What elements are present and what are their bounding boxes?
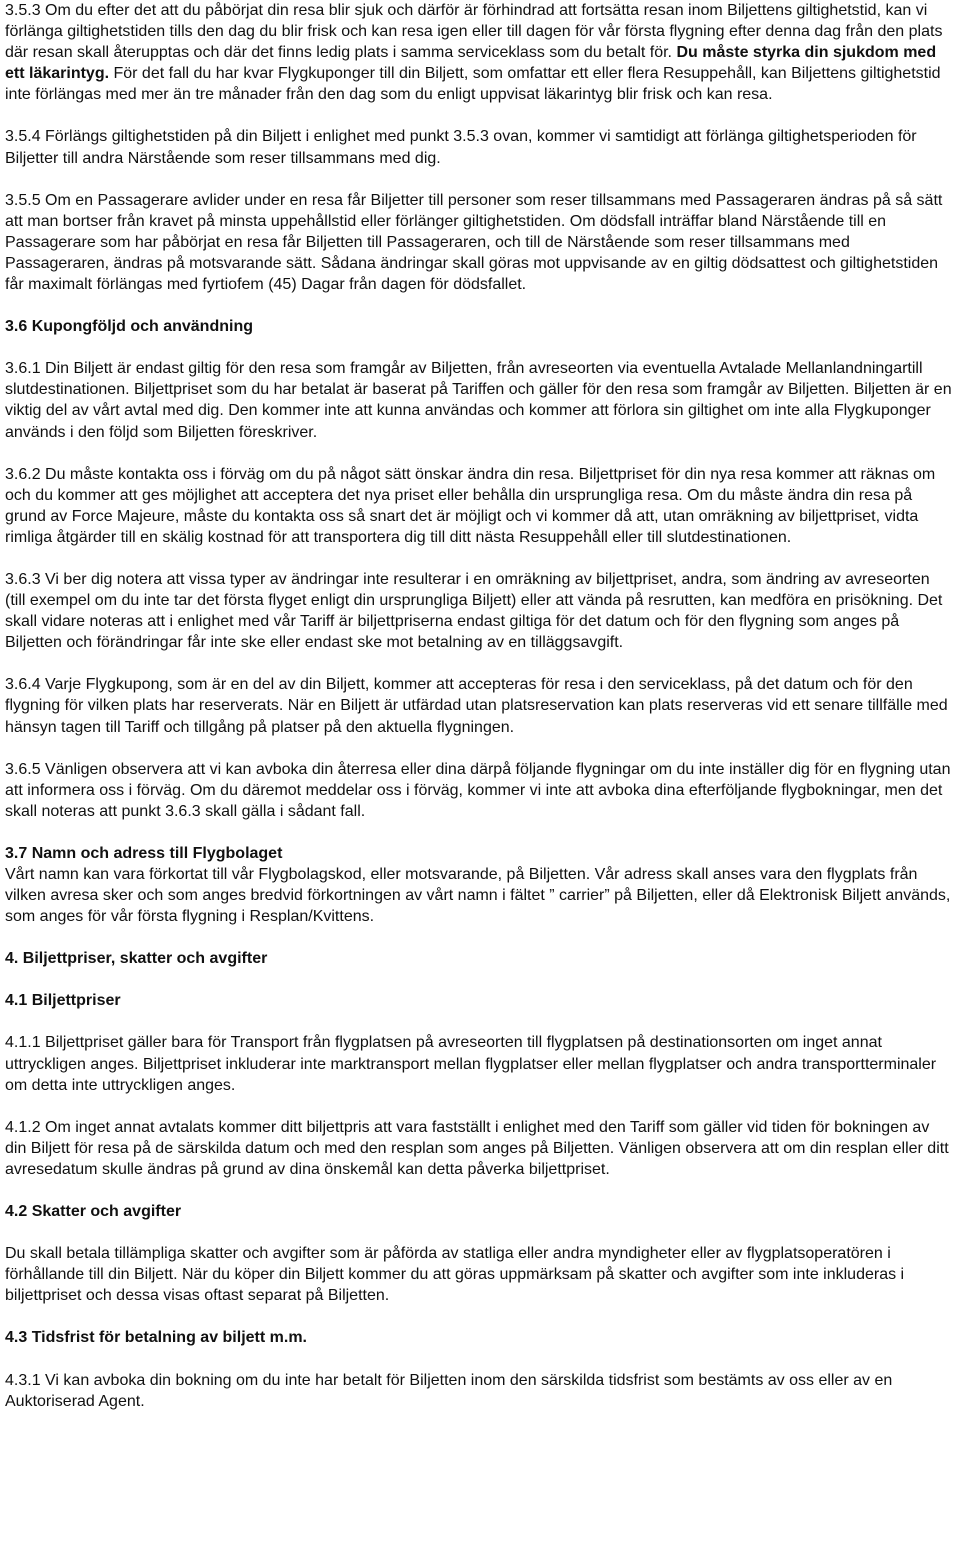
paragraph-3-6-2: 3.6.2 Du måste kontakta oss i förväg om du på något sätt önskar ändra din resa. Biljettpriset för din nya resa kommer att räknas om och du kommer att ges möjlighet att acceptera det nya priset eller behålla din ursprungliga resa. Om du måste ändra din resa på grund av Force Majeure, måste du kontakta oss så snart det är möjligt och vi kommer då att, utan omräkning av biljettpriset, vidta rimliga åtgärder till en skälig kostnad för att transportera dig till ditt nästa Resuppehåll eller till slutdestinationen. <box>5 465 936 546</box>
paragraph-3-5-3-continuation: För det fall du har kvar Flygkuponger till din Biljett, som omfattar ett eller flera Resuppehåll, kan Biljettens giltighetstid inte förlängas med mer än tre månader från den dag som du enligt uppvisat läkarintyg blir frisk och kan resa. <box>5 65 941 104</box>
paragraph-4-2-line-2: förhållande till din Biljett. När du köper din Biljett kommer du att göras uppmärksam på skatter och avgifter som inte inkluderas i biljettpriset och dessa visas oftast separat på Biljetten. <box>5 1266 905 1305</box>
heading-4-2: 4.2 Skatter och avgifter <box>5 1203 182 1221</box>
paragraph-4-1-2: 4.1.2 Om inget annat avtalats kommer ditt biljettpris att vara fastställt i enlighet med den Tariff som gäller vid tiden för bokningen av din Biljett för resa på de särskilda datum och med den resplan som anges på Biljetten. Vänligen observera att om din resplan eller ditt avresedatum skulle ändras på grund av dina önskemål kan detta påverka biljettpriset. <box>5 1118 949 1178</box>
paragraph-4-2 <box>5 1243 952 1306</box>
paragraph-3-6-4: 3.6.4 Varje Flygkupong, som är en del av din Biljett, kommer att accepteras för resa i den serviceklass, på det datum och för den flygning för vilken plats har reserverats. När en Biljett är utfärdad utan platsreservation kan plats reserveras vid ett senare tillfälle med hänsyn tagen till Tariff och tillgång på platser på den aktuella flygningen. <box>5 676 948 736</box>
heading-4-1: 4.1 Biljettpriser <box>5 992 121 1010</box>
paragraph-4-3-1: 4.3.1 Vi kan avboka din bokning om du inte har betalt för Biljetten inom den särskilda tidsfrist som bestämts av oss eller av en Auktoriserad Agent. <box>5 1371 893 1410</box>
heading-3-7: 3.7 Namn och adress till Flygbolaget <box>5 844 283 862</box>
paragraph-3-5-3-bold-sentence: Du måste styrka din sjukdom med ett läkarintyg. <box>5 44 937 83</box>
heading-4-3: 4.3 Tidsfrist för betalning av biljett m.m. <box>5 1329 307 1347</box>
paragraph-4-1-1: 4.1.1 Biljettpriset gäller bara för Transport från flygplatsen på avreseorten till flygplatsen på destinationsorten om inget annat uttryckligen anges. Biljettpriset inkluderar inte marktransport mellan flygplatser eller mellan flygplatser och andra transportterminaler om detta inte uttryckligen anges. <box>5 1034 937 1094</box>
paragraph-3-6-5: 3.6.5 Vänligen observera att vi kan avboka din återresa eller dina därpå följande flygningar om du inte inställer dig för en flygning utan att informera oss i förväg. Om du däremot meddelar oss i förväg, kommer vi inte att avboka dina efterföljande flygbokningar, men det skall noteras att punkt 3.6.3 skall gälla i sådant fall. <box>5 760 951 820</box>
paragraph-3-6-3: 3.6.3 Vi ber dig notera att vissa typer av ändringar inte resulterar i en omräkning av biljettpriset, andra, som ändring av avreseorten (till exempel om du inte tar det första flyget enligt din ursprungliga Biljett) eller att vända på resrutten, kan medföra en prisökning. Det skall vidare noteras att i enlighet med vår Tariff är biljettpriserna endast giltiga för det datum och för den flygning som anges på Biljetten och förändringar får inte ske eller endast ske mot betalning av en tilläggsavgift. <box>5 570 943 652</box>
paragraph-3-5-4: 3.5.4 Förlängs giltighetstiden på din Biljett i enlighet med punkt 3.5.3 ovan, kommer vi samtidigt att förlänga giltighetsperioden för Biljetter till andra Närstående som reser tillsammans med dig. <box>5 128 917 167</box>
heading-3-6: 3.6 Kupongföljd och användning <box>5 318 253 336</box>
paragraph-3-5-5: 3.5.5 Om en Passagerare avlider under en resa får Biljetter till personer som reser tillsammans med Passageraren ändras på så sätt att man bortser från kravet på minsta uppehållstid eller förlänger giltighetstiden. Om dödsfall inträffar bland Närstående till en Passagerare som har påbörjat en resa får Biljetten till Passageraren, och till de Närstående som reser tillsammans med Passageraren, ändras på motsvarande sätt. Sådana ändringar skall göras mot uppvisande av en giltig dödsattest och giltighetstiden får maximalt förlängas med fyrtiofem (45) Dagar från dagen för dödsfallet. <box>5 191 943 294</box>
heading-4: 4. Biljettpriser, skatter och avgifter <box>5 950 268 968</box>
paragraph-3-5-3-text: 3.5.3 Om du efter det att du påbörjat din resa blir sjuk och därför är förhindrad att fortsätta resan inom Biljettens giltighetstid, kan vi förlänga giltighetstiden tills den dag du blir frisk och kan resa igen eller till dagen för vår första flygning efter denna dag från den plats där resan skall återupptas och där det finns ledig plats i samma serviceklass som du betalt för. <box>5 2 943 62</box>
paragraph-4-2-line-1: Du skall betala tillämpliga skatter och avgifter som är påförda av statliga eller andra myndigheter eller av flygplatsoperatören i <box>5 1245 891 1263</box>
paragraph-3-6-1: 3.6.1 Din Biljett är endast giltig för den resa som framgår av Biljetten, från avreseorten via eventuella Avtalade Mellanlandningartill slutdestinationen. Biljettpriset som du har betalat är baserat på Tariffen och gäller för den resa som framgår av Biljetten. Biljetten är en viktig del av vårt avtal med dig. Den kommer inte att kunna användas och kommer att förlora sin giltighet om inte alla Flygkuponger används i den följd som Biljetten föreskriver. <box>5 360 952 441</box>
paragraph-3-7: Vårt namn kan vara förkortat till vår Flygbolagskod, eller motsvarande, på Biljetten. Vår adress skall anses vara den flygplats från vilken avresa sker och som anges bredvid förkortningen av vårt namn i fältet ” carrier” på Biljetten, eller då Elektronisk Biljett används, som anges för vår första flygning i Resplan/Kvittens. <box>5 866 951 926</box>
paragraph-3-5-3 <box>5 0 952 105</box>
